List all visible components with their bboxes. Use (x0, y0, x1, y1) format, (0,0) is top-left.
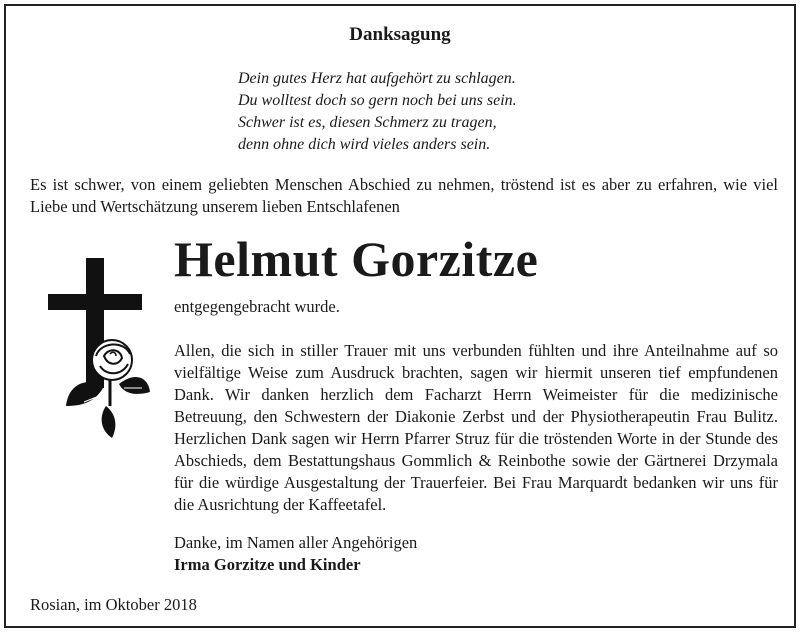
notice-title: Danksagung (349, 24, 451, 45)
cross-icon (44, 256, 154, 441)
poem-line: Schwer ist es, diesen Schmerz zu tragen, (238, 114, 497, 131)
after-name-text: entgegengebracht wurde. (174, 297, 340, 316)
closing-line: Danke, im Namen aller Angehörigen (174, 533, 418, 552)
deceased-name: Helmut Gorzitze (174, 231, 539, 287)
thanks-paragraph: Allen, die sich in stiller Trauer mit uns verbunden fühlten und ihre Anteilnahme auf so vielfältige Weise zum Ausdruck brachten, sagen wir hiermit unseren tief empfundenen Dank. Wir danken herzlich dem Facharzt Herrn Weimeister für die medizinische Betreuung, den Schwestern der Diakonie Zerbst und der Physiotherapeutin Frau Bulitz. Herzlichen Dank sagen wir Herrn Pfarrer Struz für die tröstenden Worte in der Stunde des Abschieds, dem Bestattungshaus Gommlich & Reinbothe sowie der Gärtnerei Drzymala für die würdige Ausgestaltung der Trauerfeier. Bei Frau Marquardt bedanken wir uns für die Ausrichtung der Kaffeetafel. (174, 341, 778, 514)
poem-line: Dein gutes Herz hat aufgehört zu schlagen. (238, 70, 516, 87)
place-date: Rosian, im Oktober 2018 (30, 595, 197, 614)
poem-line: denn ohne dich wird vieles anders sein. (238, 136, 491, 153)
poem-line: Du wolltest doch so gern noch bei uns sein. (238, 92, 517, 109)
cross-with-rose (44, 256, 154, 446)
intro-text: Es ist schwer, von einem geliebten Menschen Abschied zu nehmen, tröstend ist es aber zu erfahren, wie viel Liebe und Wertschätzung unserem lieben Entschlafenen (30, 175, 778, 216)
rose-icon (66, 376, 150, 438)
obituary-notice (4, 4, 796, 628)
closing (174, 532, 417, 576)
poem (238, 68, 517, 156)
signer-name: Irma Gorzitze und Kinder (174, 555, 361, 574)
